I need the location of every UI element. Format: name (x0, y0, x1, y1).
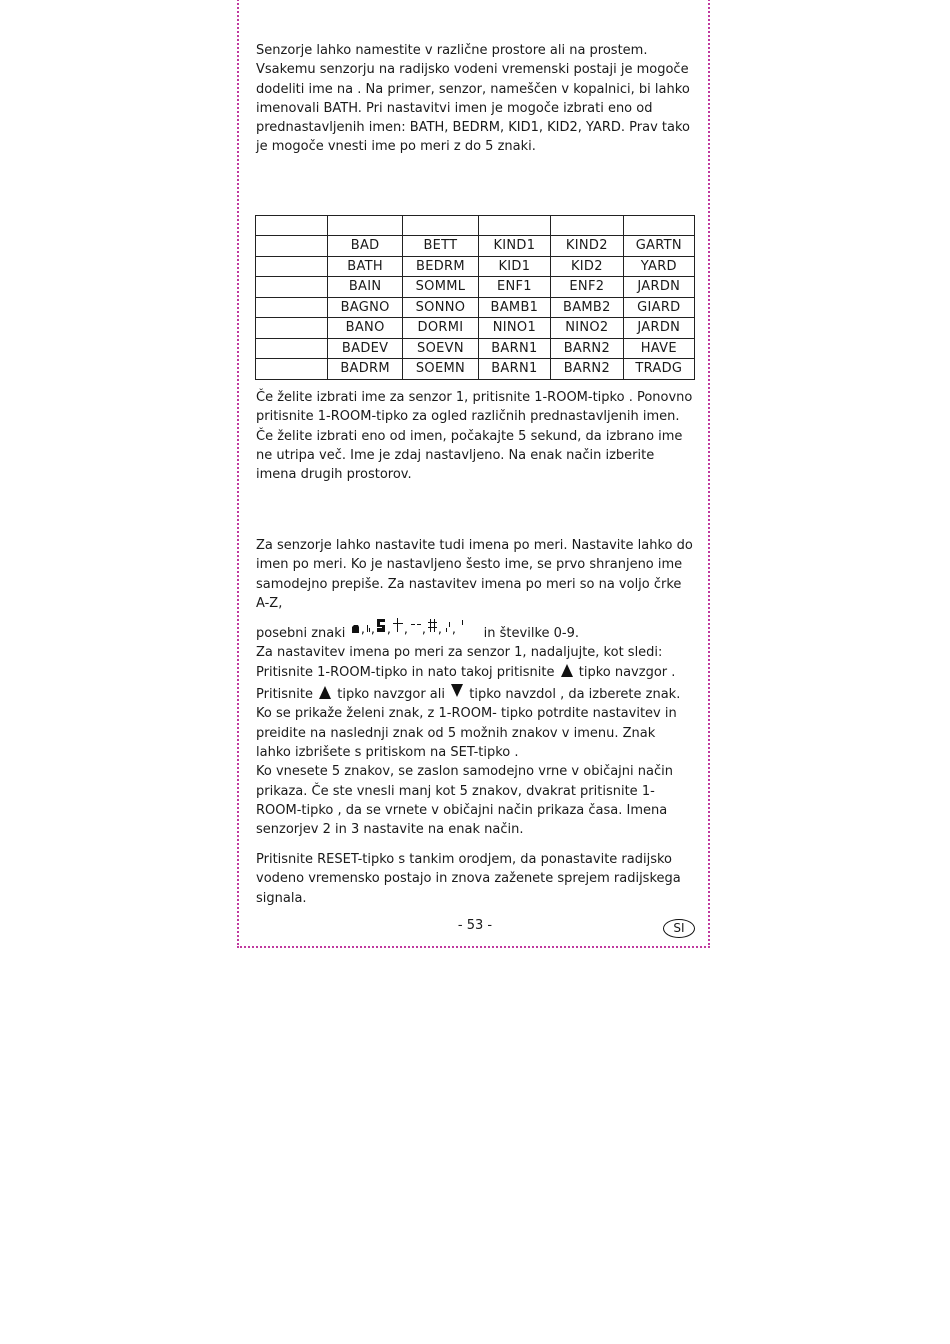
table-cell: GARTN (623, 236, 694, 257)
select-name-paragraph: Če želite izbrati ime za senzor 1, pritisnite 1-ROOM-tipko . Ponovno pritisnite 1-ROOM-tipko za ogled različnih prednastavljenih imen. Če želite izbrati eno od imen, počakajte 5 sekund, da izbrano ime ne utripa več. Ime je zdaj nastavljeno. Na enak način izberite imena drugih prostorov. (256, 390, 693, 483)
custom-steps-line (256, 643, 694, 682)
table-cell (551, 216, 623, 236)
table-cell: BARN1 (478, 359, 550, 380)
table-cell (256, 297, 328, 318)
custom-step-2a: Pritisnite (256, 687, 313, 703)
table-cell: BARN1 (478, 338, 550, 359)
table-cell (256, 256, 328, 277)
table-cell: BARN2 (551, 338, 623, 359)
table-cell: BETT (403, 236, 478, 257)
custom-step-2b: tipko navzgor ali (337, 687, 445, 703)
svg-text:,: , (451, 622, 456, 637)
table-cell: NINO2 (551, 318, 623, 339)
table-cell (623, 216, 694, 236)
svg-text:,: , (421, 622, 426, 637)
preset-names-table (255, 215, 695, 380)
table-cell: SOMML (403, 277, 478, 298)
table-cell: BATH (328, 256, 403, 277)
table-cell: BAMB1 (478, 297, 550, 318)
custom-intro: Za senzorje lahko nastavite tudi imena po meri. Nastavite lahko do imen po meri. Ko je nastavljeno šesto ime, se prvo shranjeno ime samodejno prepiše. Za nastavitev imena po meri so na voljo črke A-Z, (256, 538, 693, 611)
table-cell: SOEVN (403, 338, 478, 359)
special-chars-prefix: posebni znaki (256, 626, 346, 642)
table-cell: NINO1 (478, 318, 550, 339)
table-cell (256, 338, 328, 359)
table-cell: DORMI (403, 318, 478, 339)
table-cell: BAIN (328, 277, 403, 298)
table-row (256, 277, 695, 298)
table-cell: SOEMN (403, 359, 478, 380)
table-cell: JARDN (623, 277, 694, 298)
table-cell (256, 318, 328, 339)
special-chars-line (256, 617, 694, 643)
table-cell: YARD (623, 256, 694, 277)
table-cell (403, 216, 478, 236)
table-row (256, 359, 695, 380)
table-row (256, 338, 695, 359)
table-cell: JARDN (623, 318, 694, 339)
table-cell (328, 216, 403, 236)
table-row (256, 318, 695, 339)
custom-step-2c: tipko navzdol , da izberete znak. Ko se prikaže želeni znak, z 1-ROOM- tipko potrdite nastavitev in preidite na naslednji znak od 5 možnih znakov v imenu. Znak lahko izbrišete s pritiskom na SET-tipko . (256, 687, 681, 760)
svg-text:,: , (386, 622, 391, 637)
custom-select-line (256, 684, 694, 762)
table-cell: BAD (328, 236, 403, 257)
custom-name-section (256, 536, 694, 839)
reset-paragraph: Pritisnite RESET-tipko s tankim orodjem, da ponastavite radijsko vodeno vremensko postajo in znova zaženete sprejem radijskega signala. (256, 852, 681, 906)
table-cell (256, 216, 328, 236)
special-chars-suffix: in številke 0-9. (483, 626, 580, 642)
page-number: - 53 - (457, 918, 493, 933)
custom-step-1a: Za nastavitev imena po meri za senzor 1, nadaljujte, kot sledi: Pritisnite 1-ROOM-tipko in nato takoj pritisnite (256, 645, 663, 680)
custom-finish-paragraph: Ko vnesete 5 znakov, se zaslon samodejno vrne v običajni način prikaza. Če ste vnesli manj kot 5 znakov, dvakrat pritisnite 1-ROOM-tipko , da se vrnete v običajni način prikaza časa. Imena senzorjev 2 in 3 nastavite na enak način. (256, 764, 673, 838)
special-characters-icon (350, 617, 480, 637)
table-cell (256, 359, 328, 380)
table-row (256, 256, 695, 277)
table-cell: BAGNO (328, 297, 403, 318)
table-cell: ENF2 (551, 277, 623, 298)
up-arrow-icon (319, 686, 331, 699)
table-cell: BADRM (328, 359, 403, 380)
table-cell: BARN2 (551, 359, 623, 380)
svg-text:,: , (370, 622, 375, 637)
custom-step-1b: tipko navzgor . (578, 664, 676, 680)
table-cell: ENF1 (478, 277, 550, 298)
table-row (256, 216, 695, 236)
table-cell: KIND1 (478, 236, 550, 257)
table-cell: SONNO (403, 297, 478, 318)
language-badge: SI (663, 919, 695, 938)
svg-text:,: , (403, 622, 408, 637)
table-cell: GIARD (623, 297, 694, 318)
table-cell (256, 236, 328, 257)
table-cell: KIND2 (551, 236, 623, 257)
table-cell (256, 277, 328, 298)
table-row (256, 297, 695, 318)
table-cell: BEDRM (403, 256, 478, 277)
table-cell: BANO (328, 318, 403, 339)
svg-text:,: , (360, 622, 365, 637)
table-cell: BADEV (328, 338, 403, 359)
table-cell: HAVE (623, 338, 694, 359)
table-cell: TRADG (623, 359, 694, 380)
intro-paragraph: Senzorje lahko namestite v različne prostore ali na prostem. Vsakemu senzorju na radijsko vodeni vremenski postaji je mogoče dodeliti ime na . Na primer, senzor, nameščen v kopalnici, bi lahko imenovali BATH. Pri nastavitvi imen je mogoče izbrati eno od prednastavljenih imen: BATH, BEDRM, KID1, KID2, YARD. Prav tako je mogoče vnesti ime po meri z do 5 znaki. (256, 43, 690, 155)
up-arrow-icon (561, 664, 573, 677)
table-cell (478, 216, 550, 236)
table-row (256, 236, 695, 257)
svg-text:,: , (437, 622, 442, 637)
table-cell: BAMB2 (551, 297, 623, 318)
down-arrow-icon (451, 684, 463, 697)
table-cell: KID1 (478, 256, 550, 277)
table-cell: KID2 (551, 256, 623, 277)
